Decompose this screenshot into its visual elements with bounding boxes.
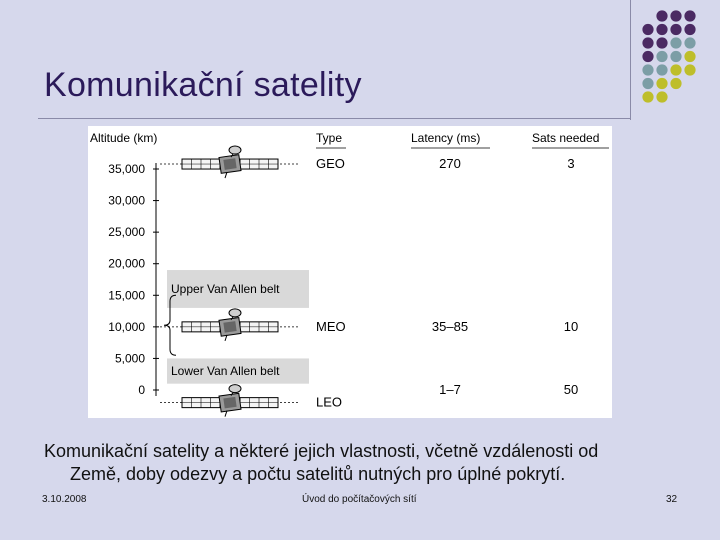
orbit-sats-needed-value: 50 <box>563 382 579 397</box>
decorative-dot <box>670 64 681 75</box>
footer-date: 3.10.2008 <box>42 494 87 505</box>
caption-line-2: Země, doby odezvy a počtu satelitů nutných pro úplné pokrytí. <box>70 464 566 484</box>
title-underline <box>38 118 630 119</box>
decorative-dot <box>670 10 681 21</box>
decorative-dot-grid <box>636 8 720 108</box>
satellite-orbit-figure <box>88 126 612 418</box>
decorative-dot <box>642 24 653 35</box>
decorative-dot <box>684 24 695 35</box>
slide-title: Komunikační satelity <box>44 66 362 104</box>
orbit-type-label: LEO <box>316 394 343 410</box>
decorative-dot <box>670 37 681 48</box>
decorative-dot <box>656 10 667 21</box>
axis-tick-label: 25,000 <box>108 225 145 240</box>
axis-tick-label: 0 <box>138 383 145 397</box>
decorative-dot <box>642 78 653 89</box>
decorative-dot <box>670 51 681 62</box>
orbit-sats-needed-value: 3 <box>567 156 575 172</box>
decorative-dot <box>642 91 653 102</box>
decorative-dot <box>670 24 681 35</box>
altitude-axis <box>108 162 159 397</box>
header-altitude: Altitude (km) <box>90 131 158 145</box>
footer-course-title: Úvod do počítačových sítí <box>302 494 417 505</box>
decorative-dot <box>656 51 667 62</box>
orbit-type-label: GEO <box>316 156 345 172</box>
axis-tick-label: 10,000 <box>108 319 145 334</box>
decorative-dot <box>642 51 653 62</box>
orbit-latency-value: 1–7 <box>439 382 461 397</box>
decorative-dot <box>642 37 653 48</box>
decorative-dot <box>656 24 667 35</box>
axis-tick-label: 20,000 <box>108 256 145 271</box>
decorative-dot <box>656 78 667 89</box>
header-sats-needed: Sats needed <box>532 131 600 145</box>
decorative-dot <box>684 64 695 75</box>
footer-page-number: 32 <box>666 494 678 505</box>
decorative-dot <box>670 78 681 89</box>
orbit-sats-needed-value: 10 <box>563 318 579 334</box>
header-type: Type <box>316 131 343 145</box>
decorative-dot <box>656 37 667 48</box>
van-allen-belt-label: Lower Van Allen belt <box>171 364 280 379</box>
orbit-latency-value: 35–85 <box>431 318 469 334</box>
decorative-dot <box>656 64 667 75</box>
orbit-diagram <box>88 126 612 418</box>
axis-tick-label: 15,000 <box>108 288 145 303</box>
axis-tick-label: 5,000 <box>114 351 145 366</box>
satellite-icon <box>182 146 278 178</box>
van-allen-belt-label: Upper Van Allen belt <box>171 281 280 296</box>
caption-line-1: Komunikační satelity a některé jejich vlastnosti, včetně vzdálenosti od <box>44 441 599 461</box>
satellite-icon <box>182 309 278 341</box>
orbit-type-label: MEO <box>316 318 346 334</box>
slide-caption <box>44 440 684 486</box>
header-latency: Latency (ms) <box>411 131 481 145</box>
decorative-dot <box>684 37 695 48</box>
decorative-dot <box>642 64 653 75</box>
decorative-dot <box>684 51 695 62</box>
title-vertical-rule <box>630 0 631 120</box>
orbit-latency-value: 270 <box>439 156 461 172</box>
decorative-dot <box>656 91 667 102</box>
satellite-icon <box>182 385 278 417</box>
axis-tick-label: 30,000 <box>108 193 145 208</box>
decorative-dot <box>684 10 695 21</box>
axis-tick-label: 35,000 <box>108 162 145 176</box>
